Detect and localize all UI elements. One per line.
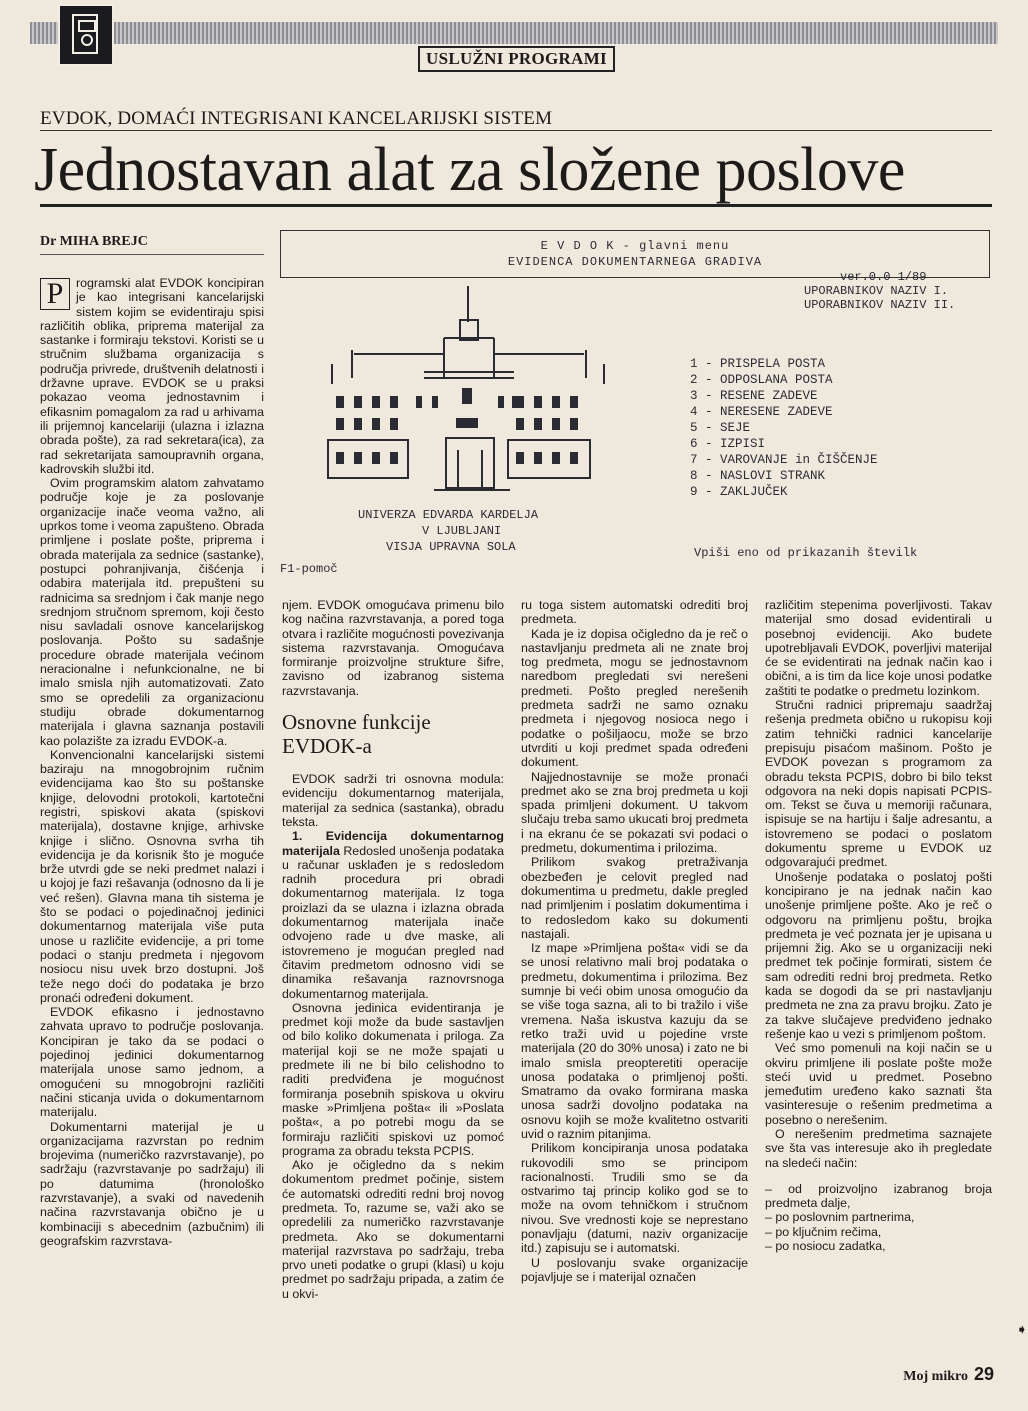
paragraph: različitim stepenima poverljivosti. Takav materijal smo dosad evidentirali u posebnoj evidenciji. Ako budete upotrebljavali EVDOK, poverljivi materijal će se evidentirati na jednak način kao i obični, a is tim da lice koje unosi podatke zaštiti te podatke o predmetu lozinkom. — [765, 598, 992, 698]
menu-item[interactable]: 3 - RESENE ZADEVE — [690, 389, 818, 403]
menu-item[interactable]: 2 - ODPOSLANA POSTA — [690, 373, 833, 387]
screen-version: ver.0.0 1/89 — [840, 270, 927, 284]
article-author: Dr MIHA BREJC — [40, 234, 148, 249]
paragraph: Konvencionalni kancelarijski sistemi baziraju na mnogobrojnim ručnim evidencijama kao što su poštanske knjige, delovodni protokoli, kartotečni registri, spiskovi akata (spiskovi materijala), dostavne knjige, arhivske knjige i slično. Osnovna svrha tih evidencija je da korisnik što je moguće brže utvrdi gde se neki predmet nalazi i u kojoj je fazi rešavanja (odnosno da li je već rešen). Glavna mana tih sistema je što se podaci o pojedinačnoj jedinici dokumentarnog materijala više puta unose u različite evidencije, a pri tome podaci o stanju predmeta i njegovom nosiocu nisu uvek brzo dostupni. Još teže nego doći do podataka je brzo pronaći određeni dokument. — [40, 747, 264, 1005]
menu-item[interactable]: 6 - IZPISI — [690, 437, 766, 451]
screen-institution-line-3: VISJA UPRAVNA SOLA — [386, 540, 516, 554]
divider — [40, 204, 992, 207]
paragraph: U poslovanju svake organizacije pojavljuje se i materijal označen — [521, 1255, 748, 1284]
continue-arrow-icon: ➧ — [1016, 1321, 1028, 1337]
page-footer — [903, 1364, 994, 1385]
list-item: – po poslovnim partnerima, — [765, 1210, 915, 1225]
section-logo-icon — [58, 4, 114, 66]
article-headline: Jednostavan alat za složene poslove — [34, 136, 905, 204]
section-tag: USLUŽNI PROGRAMI — [418, 46, 615, 72]
evdok-screen-figure — [280, 230, 990, 580]
header-band — [30, 22, 998, 44]
screen-input-prompt[interactable]: Vpiši eno od prikazanih številk — [694, 546, 918, 560]
list-item: – po ključnim rečima, — [765, 1224, 882, 1239]
paragraph: ru toga sistem automatski odrediti broj predmeta. — [521, 598, 748, 627]
divider — [40, 130, 992, 131]
menu-item[interactable]: 4 - NERESENE ZADEVE — [690, 405, 833, 419]
paragraph: Dokumentarni materijal je u organizacijama razvrstan po rednim brojevima (numeričko razvrstavanje), po sadržaju (razvrstavanje po sadržaju) ili po datumima (hronološko razvrstavanje), a svaki od navedenih načina razvrstavanja obično je u kombinaciji s abecednim (azbučnim) ili geografskim razvrstava- — [40, 1119, 264, 1248]
university-building-icon — [324, 280, 614, 500]
paragraph: Iz mape »Primljena pošta« vidi se da se unosi relativno mali broj podataka o predmetu, dokumentima i prilozima. Bez sumnje bi veći obim unosa omogućio da se više toga sazna, ali to bi tražilo i više vremena. Naša iskustva kazuju da se retko traži uvid u pojedine vrste materijala (20 do 30% unosa) i zato ne bi imalo smisla preopteretiti operacije unosa podataka o primljenoj pošti. Smatramo da ovako formirana maska unosa sadrži dovoljno podataka na osnovu kojih se može kvalitetno ostvariti uvid o raznim pitanjima. — [521, 941, 748, 1141]
article-column-2 — [282, 598, 504, 1301]
screen-title: E V D O K - glavni menu — [540, 239, 730, 253]
paragraph: Unošenje podataka o poslatoj pošti koncipirano je na jednak način kao unošenje primljene pošte. Ako je reč o odgovoru na primljenu poštu, brojka predmeta je već poznata jer je upisana u prijemni žig. Ako se u organizaciji neki predmet tek počinje formirati, sistem će sam odrediti redni broj predmeta. Retko kada se dogodi da se pri nastavljanju predmeta ne zna za pravu brojku. Zato je za takve slučajeve predviđeno jednako rešenje kao u vezi s primljenom poštom. — [765, 869, 992, 1041]
magazine-name: Moj mikro — [903, 1369, 968, 1384]
screen-subtitle: EVIDENCA DOKUMENTARNEGA GRADIVA — [507, 255, 763, 269]
paragraph: O nerešenim predmetima saznajete sve šta vas interesuje ako ih pregledate na sledeći način: — [765, 1126, 992, 1170]
article-column-3 — [521, 598, 748, 1284]
article-kicker: EVDOK, DOMAĆI INTEGRISANI KANCELARIJSKI SISTEM — [40, 108, 553, 129]
article-column-4 — [765, 598, 992, 1253]
screen-user-2: UPORABNIKOV NAZIV II. — [804, 298, 956, 312]
paragraph: P rogramski alat EVDOK koncipiran je kao integrisani kancelarijski sistem kojim se evidentiraju spisi različitih oblika, priprema materijal za sastanke i formiraju tekstovi. Koristi se u stručnim službama organizacija s područja privrede, društvenih delatnosti i državne uprave. EVDOK se u praksi pokazao veoma jednostavnim i efikasnim pomagalom za rad u arhivama ili prijemnoj kancelariji (ulazna i izlazna obrada pošte), za rad sekretara(ica), za rad sekretarijata samoupravnih organa, kadrovskih službi itd. — [40, 276, 264, 476]
screen-institution-line-1: UNIVERZA EDVARDA KARDELJA — [358, 508, 539, 522]
screen-main-menu — [690, 356, 878, 500]
paragraph: Ako je očigledno da s nekim dokumentom predmet počinje, sistem će automatski odrediti redni broj novog predmeta. To, razume se, važi ako se opredelili za numeričko razvrstavanje predmeta. Ako se dokumentarni materijal razvrstava po sadržaju, treba prvo uneti podatke o grupi (klasi) u koju predmet po sadržaju pripada, a zatim će u okvi- — [282, 1158, 504, 1301]
paragraph: Prilikom koncipiranja unosa podataka rukovodili smo se principom racionalnosti. Trudili smo se da ostvarimo taj princip koliko god se to može na ovom tehničkom i stručnom nivou. Sve vrednosti koje se neprestano ponavljaju (datumi, naziv organizacije itd.) zapisuju se i automatski. — [521, 1141, 748, 1256]
paragraph: Stručni radnici pripremaju saadržaj rešenja predmeta obično u rukopisu koji zatim tehnički radnici kancelarije prepisuju pisaćom mašinom. Pošto je EVDOK povezan s programom za obradu teksta PCPIS, dobro bi bilo tekst odgovora na neki dopis napisati PCPIS-om. Tekst se čuva u memoriji računara, ispisuje se na hartiju i šalje adresantu, a istovremeno se podaci o poslatom dokumentu spreme u EVDOK uz odgovarajući predmet. — [765, 698, 992, 870]
divider — [40, 254, 264, 255]
paragraph: Najjednostavnije se može pronaći predmet ako se zna broj predmeta u koji spada primljeni dokument. U takvom slučaju treba samo ukucati broj predmeta i na ekranu će se pokazati svi podaci o predmetu, dokumentima i prilozima. — [521, 769, 748, 856]
menu-item[interactable]: 8 - NASLOVI STRANK — [690, 469, 826, 483]
page-number: 29 — [973, 1364, 994, 1384]
menu-item[interactable]: 5 - SEJE — [690, 421, 751, 435]
paragraph: EVDOK efikasno i jednostavno zahvata upravo to područje poslovanja. Koncipiran je tako da se podaci o pojedinoj jedinici dokumentarnog materijala unose samo jednom, a omogućeni su mnogobrojni različiti načini sticanja uvida o dokumentarnom materijalu. — [40, 1005, 264, 1120]
paragraph: Ovim programskim alatom zahvatamo područje koje je za poslovanje organizacije inače veoma važno, ali uprkos tome i veoma zapušteno. Obrada primljene i poslate pošte, priprema i obrada materijala za sednice (sastanke), postupci pohranjivanja, čišćenja i odabira materijala itd. prepušteni su radnicima sa srednjom i čak manje nego srednjom stručnom spremom, koji često nisu savladali osnove kancelarijskog poslovanja. Pošto su sadašnje procedure obrade materijala većinom neracionalne i nefunkcionalne, ne bi imalo smisla njih automatizovati. Zato smo se opredelili za organizacionu studiju obrade dokumentarnog materijala i glavna saznanja postavili kao polazište za izradu EVDOK-a. — [40, 476, 264, 748]
menu-item[interactable]: 1 - PRISPELA POSTA — [690, 357, 826, 371]
list-item: – po nosiocu zadatka, — [765, 1239, 886, 1254]
screen-institution-line-2: V LJUBLJANI — [422, 524, 502, 538]
paragraph: 1. Evidencija dokumentarnog materijala Redosled unošenja podataka u računar usklađen je s redosledom radnih procedura pri obradi dokumentarnog materijala. Iz toga proizlazi da se ulazna i izlazna obrada dokumentarnog materijala inače odvojeno rade u dve maske, ali istovremeno je mogućan pregled nad čitavim predmetom odnosno vidi se dinamika rešavanja raznovrsnoga dokumentarnog materijala. — [282, 829, 504, 1001]
drop-cap: P — [40, 278, 70, 310]
paragraph: Kada je iz dopisa očigledno da je reč o nastavljanju predmeta ali ne znate broj tog predmeta, mogu se jednostavnom naredbom pregledati svi nerešeni predmeti. Pošto pregled nerešenih predmeta sadrži ne samo oznaku predmeta i njegovog nosioca nego i podatke o pošiljaocu, može se brzo utvrditi u koji predmet spada određeni dokument. — [521, 626, 748, 770]
screen-user-1: UPORABNIKOV NAZIV I. — [804, 284, 949, 298]
article-column-1 — [40, 276, 264, 1248]
section-subhead: Osnovne funkcije EVDOK-a — [282, 710, 431, 759]
paragraph: Već smo pomenuli na koji način se u okviru primljene ili poslate pošte može steći uvid u predmet. Posebno jemeđutim uređeno kako saznati šta vasinteresuje o rešenim predmetima a posebno o nerešenim. — [765, 1041, 992, 1127]
menu-item[interactable]: 9 - ZAKLJUČEK — [690, 485, 788, 499]
paragraph: Prilikom svakog pretraživanja obezbeđen je celovit pregled nad dokumentima u predmetu, dakle pregled nad primljenim i poslatim dokumentima i to redosledom kako su dokumenti nastajali. — [521, 855, 748, 941]
menu-item[interactable]: 7 - VAROVANJE in ČIŠČENJE — [690, 453, 878, 467]
paragraph: Osnovna jedinica evidentiranja je predmet koji može da bude sastavljen od bilo koliko dokumenata i priloga. Za materijal koji se ne može spajati u predmete ili ne bi bilo celishodno to raditi predviđena je mogućnost formiranja posebnih spiskova u okviru maske »Primljena pošta« ili »Poslata pošta«, a po potrebi mogu da se formiraju različiti spiskovi uz pomoć programa za obradu teksta PCPIS. — [282, 1000, 504, 1158]
list-item: – od proizvoljno izabranog broja predmeta dalje, — [765, 1181, 992, 1211]
screen-help-hint: F1-pomoč — [280, 562, 338, 576]
paragraph: EVDOK sadrži tri osnovna modula: evidenciju dokumentarnog materijala, materijal za sednica (sastanka), obradu teksta. — [282, 772, 504, 829]
paragraph: njem. EVDOK omogućava primenu bilo kog načina razvrstavanja, a pored toga otvara i različite mogućnosti povezivanja sistema razvrstavanja. Omogućava formiranje proizvoljne strukture šifre, zavisno od izabranog sistema razvrstavanja. — [282, 598, 504, 698]
